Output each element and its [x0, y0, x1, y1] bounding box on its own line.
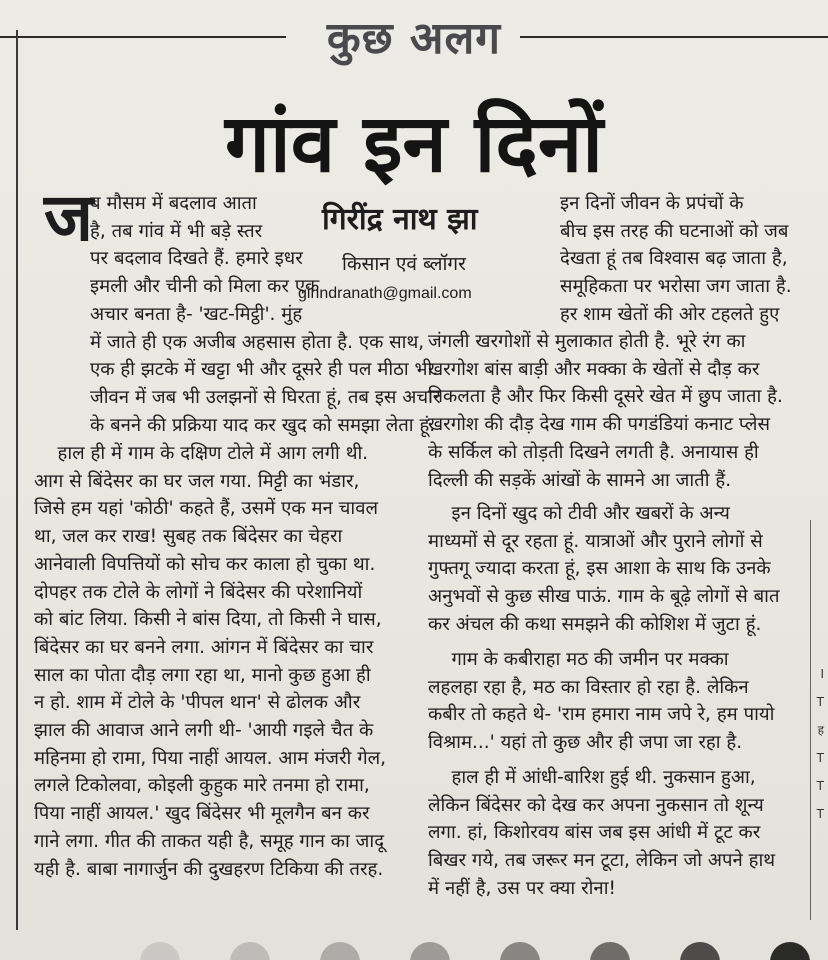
decorative-dot [410, 942, 450, 960]
author-name: गिरींद्र नाथ झा [322, 202, 478, 237]
decorative-dot [590, 942, 630, 960]
headline: गांव इन दिनों [225, 97, 603, 190]
section-kicker: कुछ अलग [326, 13, 502, 64]
decorative-dot [770, 942, 810, 960]
adjacent-column-fragment: I T ह T T T [816, 667, 824, 821]
bottom-dot-strip [0, 930, 828, 960]
decorative-dot [320, 942, 360, 960]
decorative-dot [140, 942, 180, 960]
decorative-dot [680, 942, 720, 960]
right-paragraph-2: इन दिनों खुद को टीवी और खबरों के अन्य माध्यमों से दूर रहता हूं. यात्राओं और पुराने लोगों से गुफ्तगू ज्यादा करता हूं, इस आशा के साथ कि उनके अनुभवों से कुछ सीख पाऊं. गाम के बूढ़े लोगों से बात कर अंचल की कथा समझने की कोशिश में जुटा हूं. [428, 503, 780, 635]
author-email: girindranath@gmail.com [298, 285, 472, 302]
left-paragraph-2: हाल ही में गाम के दक्षिण टोले में आग लगी थी. आग से बिंदेसर का घर जल गया. मिट्टी का भंडार, जिसे हम यहां 'कोठी' कहते हैं, उसमें एक मन चावल था, जल कर राख! सुबह तक बिंदेसर का चेहरा आनेवाली विपत्तियों को सोच कर काला हो चुका था. दोपहर तक टोले के लोगों ने बिंदेसर की परेशानियों को बांट लिया. किसी ने बांस दिया, तो किसी ने घास, बिंदेसर का घर बनने लगा. आंगन में बिंदेसर का चार साल का पोता दौड़ लगा रहा था, मानो कुछ हुआ ही न हो. शाम में टोले के 'पीपल थान' से ढोलक और झाल की आवाज आने लगी थी- 'आयी गइले चैत के महिनमा हो रामा, पिया नाहीं आयल. आम मंजरी गेल, लगले टिकोलवा, कोइली कुहुक मारे तनमा हो रामा, पिया नाहीं आयल.' खुद बिंदेसर भी मूलगैन बन कर गाने लगा. गीत की ताकत यही है, समूह गान का जादू यही है. बाबा नागार्जुन की दुखहरण टिकिया की तरह. [34, 443, 387, 880]
right-paragraph-1: जंगली खरगोशों से मुलाकात होती है. भूरे रंग का खरगोश बांस बाड़ी और मक्का के खेतों से दौड़ कर निकलता है और फिर किसी दूसरे खेत में छुप जाता है. खरगोश की दौड़ देख गाम की पगडंडियां कनाट प्लेस के सर्किल को तोड़ती दिखने लगती है. अनायास ही दिल्ली की सड़कें आंखों के सामने आ जाती हैं. [428, 331, 783, 491]
right-paragraph-4: हाल ही में आंधी-बारिश हुई थी. नुकसान हुआ, लेकिन बिंदेसर को देख कर अपना नुकसान तो शून्य लगा. हां, किशोरवय बांस जब इस आंधी में टूट कर बिखर गये, तब जरूर मन टूटा, लेकिन जो अपने हाथ में नहीं है, उस पर क्या रोना! [428, 767, 776, 899]
left-paragraph-1: ब मौसम में बदलाव आता है, तब गांव में भी बड़े स्तर पर बदलाव दिखते हैं. हमारे इधर इमली और चीनी को मिला कर एक अचार बनता है- 'खट-मिट्ठी'. मुंह में जाते ही एक अजीब अहसास होता है. एक साथ, एक ही झटके में खट्टा भी और दूसरे ही पल मीठा भी. जीवन में जब भी उलझनों से घिरता हूं, तब इस अचार के बनने की प्रक्रिया याद कर खुद को समझा लेता हूं. [90, 193, 441, 436]
decorative-dot [500, 942, 540, 960]
decorative-dot [230, 942, 270, 960]
author-role: किसान एवं ब्लॉगर [342, 253, 466, 275]
left-margin-rule [16, 30, 18, 930]
right-paragraph-1-top: इन दिनों जीवन के प्रपंचों के बीच इस तरह की घटनाओं को जब देखता हूं तब विश्वास बढ़ जाता है, समूहिकता पर भरोसा जग जाता है. हर शाम खेतों की ओर टहलते हुए [560, 193, 792, 325]
drop-cap: ज [44, 179, 93, 256]
right-paragraph-3: गाम के कबीराहा मठ की जमीन पर मक्का लहलहा रहा है, मठ का विस्तार हो रहा है. लेकिन कबीर तो कहते थे- 'राम हमारा नाम जपे रे, हम पायो विश्राम...' यहां तो कुछ और ही जपा जा रहा है. [428, 649, 775, 754]
